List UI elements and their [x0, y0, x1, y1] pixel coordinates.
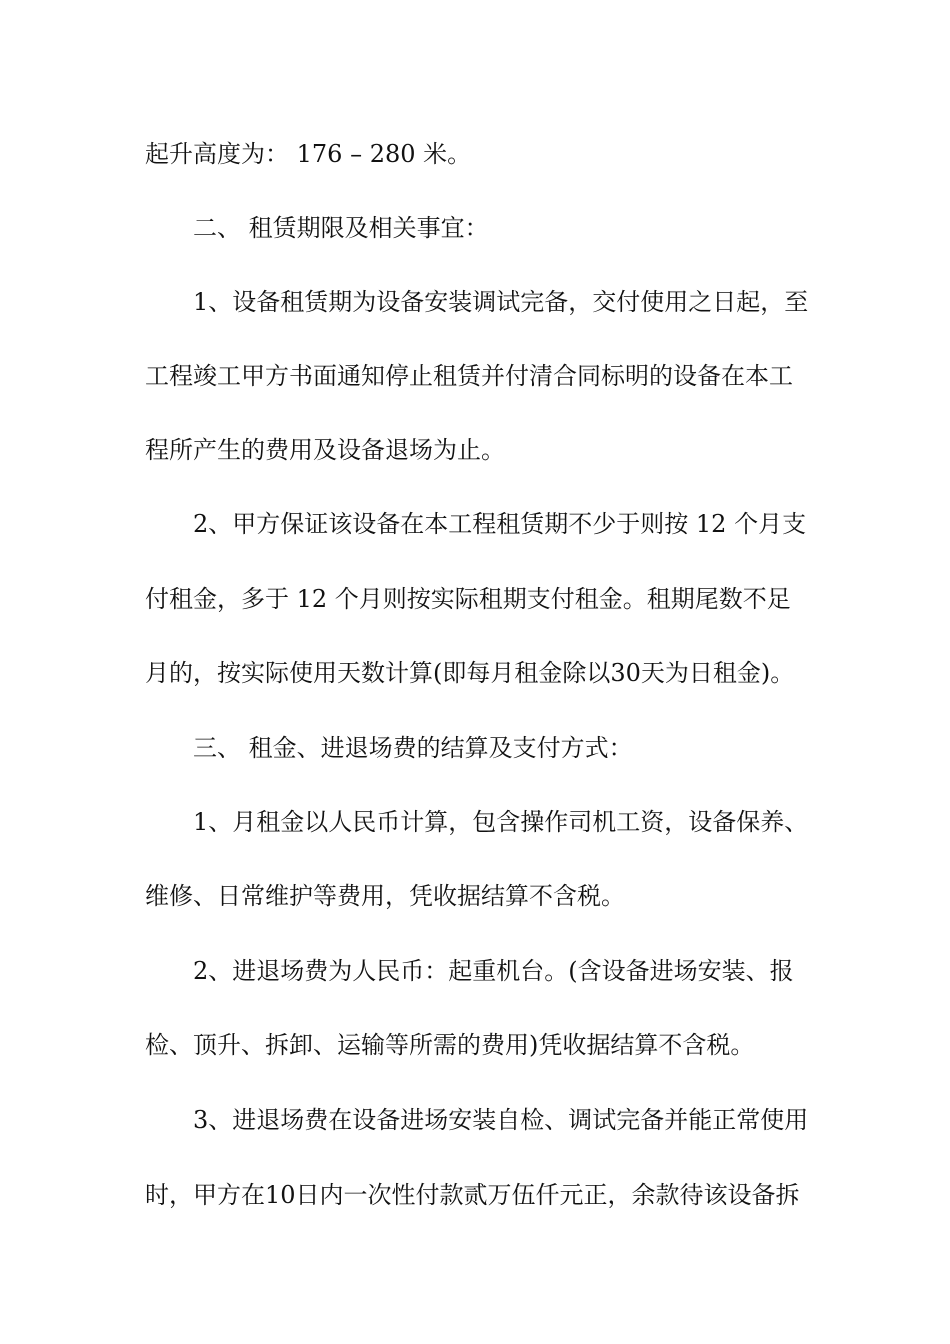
section-heading: 三、 租金、进退场费的结算及支付方式：	[193, 734, 633, 762]
text-line: 检、顶升、拆卸、运输等所需的费用)凭收据结算不含税。	[145, 1031, 755, 1059]
text-line: 工程竣工甲方书面通知停止租赁并付清合同标明的设备在本工	[145, 362, 793, 390]
text-line: 起升高度为： 176 – 280 米。	[145, 140, 472, 168]
text-line: 2、甲方保证该设备在本工程租赁期不少于则按 12 个月支	[193, 510, 807, 538]
text-line: 1、设备租赁期为设备安装调试完备，交付使用之日起，至	[193, 288, 809, 316]
text-line: 时，甲方在10日内一次性付款贰万伍仟元正，余款待该设备拆	[145, 1181, 800, 1209]
text-line: 1、月租金以人民币计算，包含操作司机工资，设备保养、	[193, 808, 809, 836]
text-line: 3、进退场费在设备进场安装自检、调试完备并能正常使用	[193, 1106, 809, 1134]
text-line: 2、进退场费为人民币：起重机台。(含设备进场安装、报	[193, 957, 794, 985]
text-line: 月的，按实际使用天数计算(即每月租金除以30天为日租金)。	[145, 659, 795, 687]
section-heading: 二、 租赁期限及相关事宜：	[193, 214, 489, 242]
text-line: 维修、日常维护等费用，凭收据结算不含税。	[145, 882, 625, 910]
text-line: 程所产生的费用及设备退场为止。	[145, 436, 505, 464]
text-line: 付租金，多于 12 个月则按实际租期支付租金。租期尾数不足	[145, 585, 791, 613]
